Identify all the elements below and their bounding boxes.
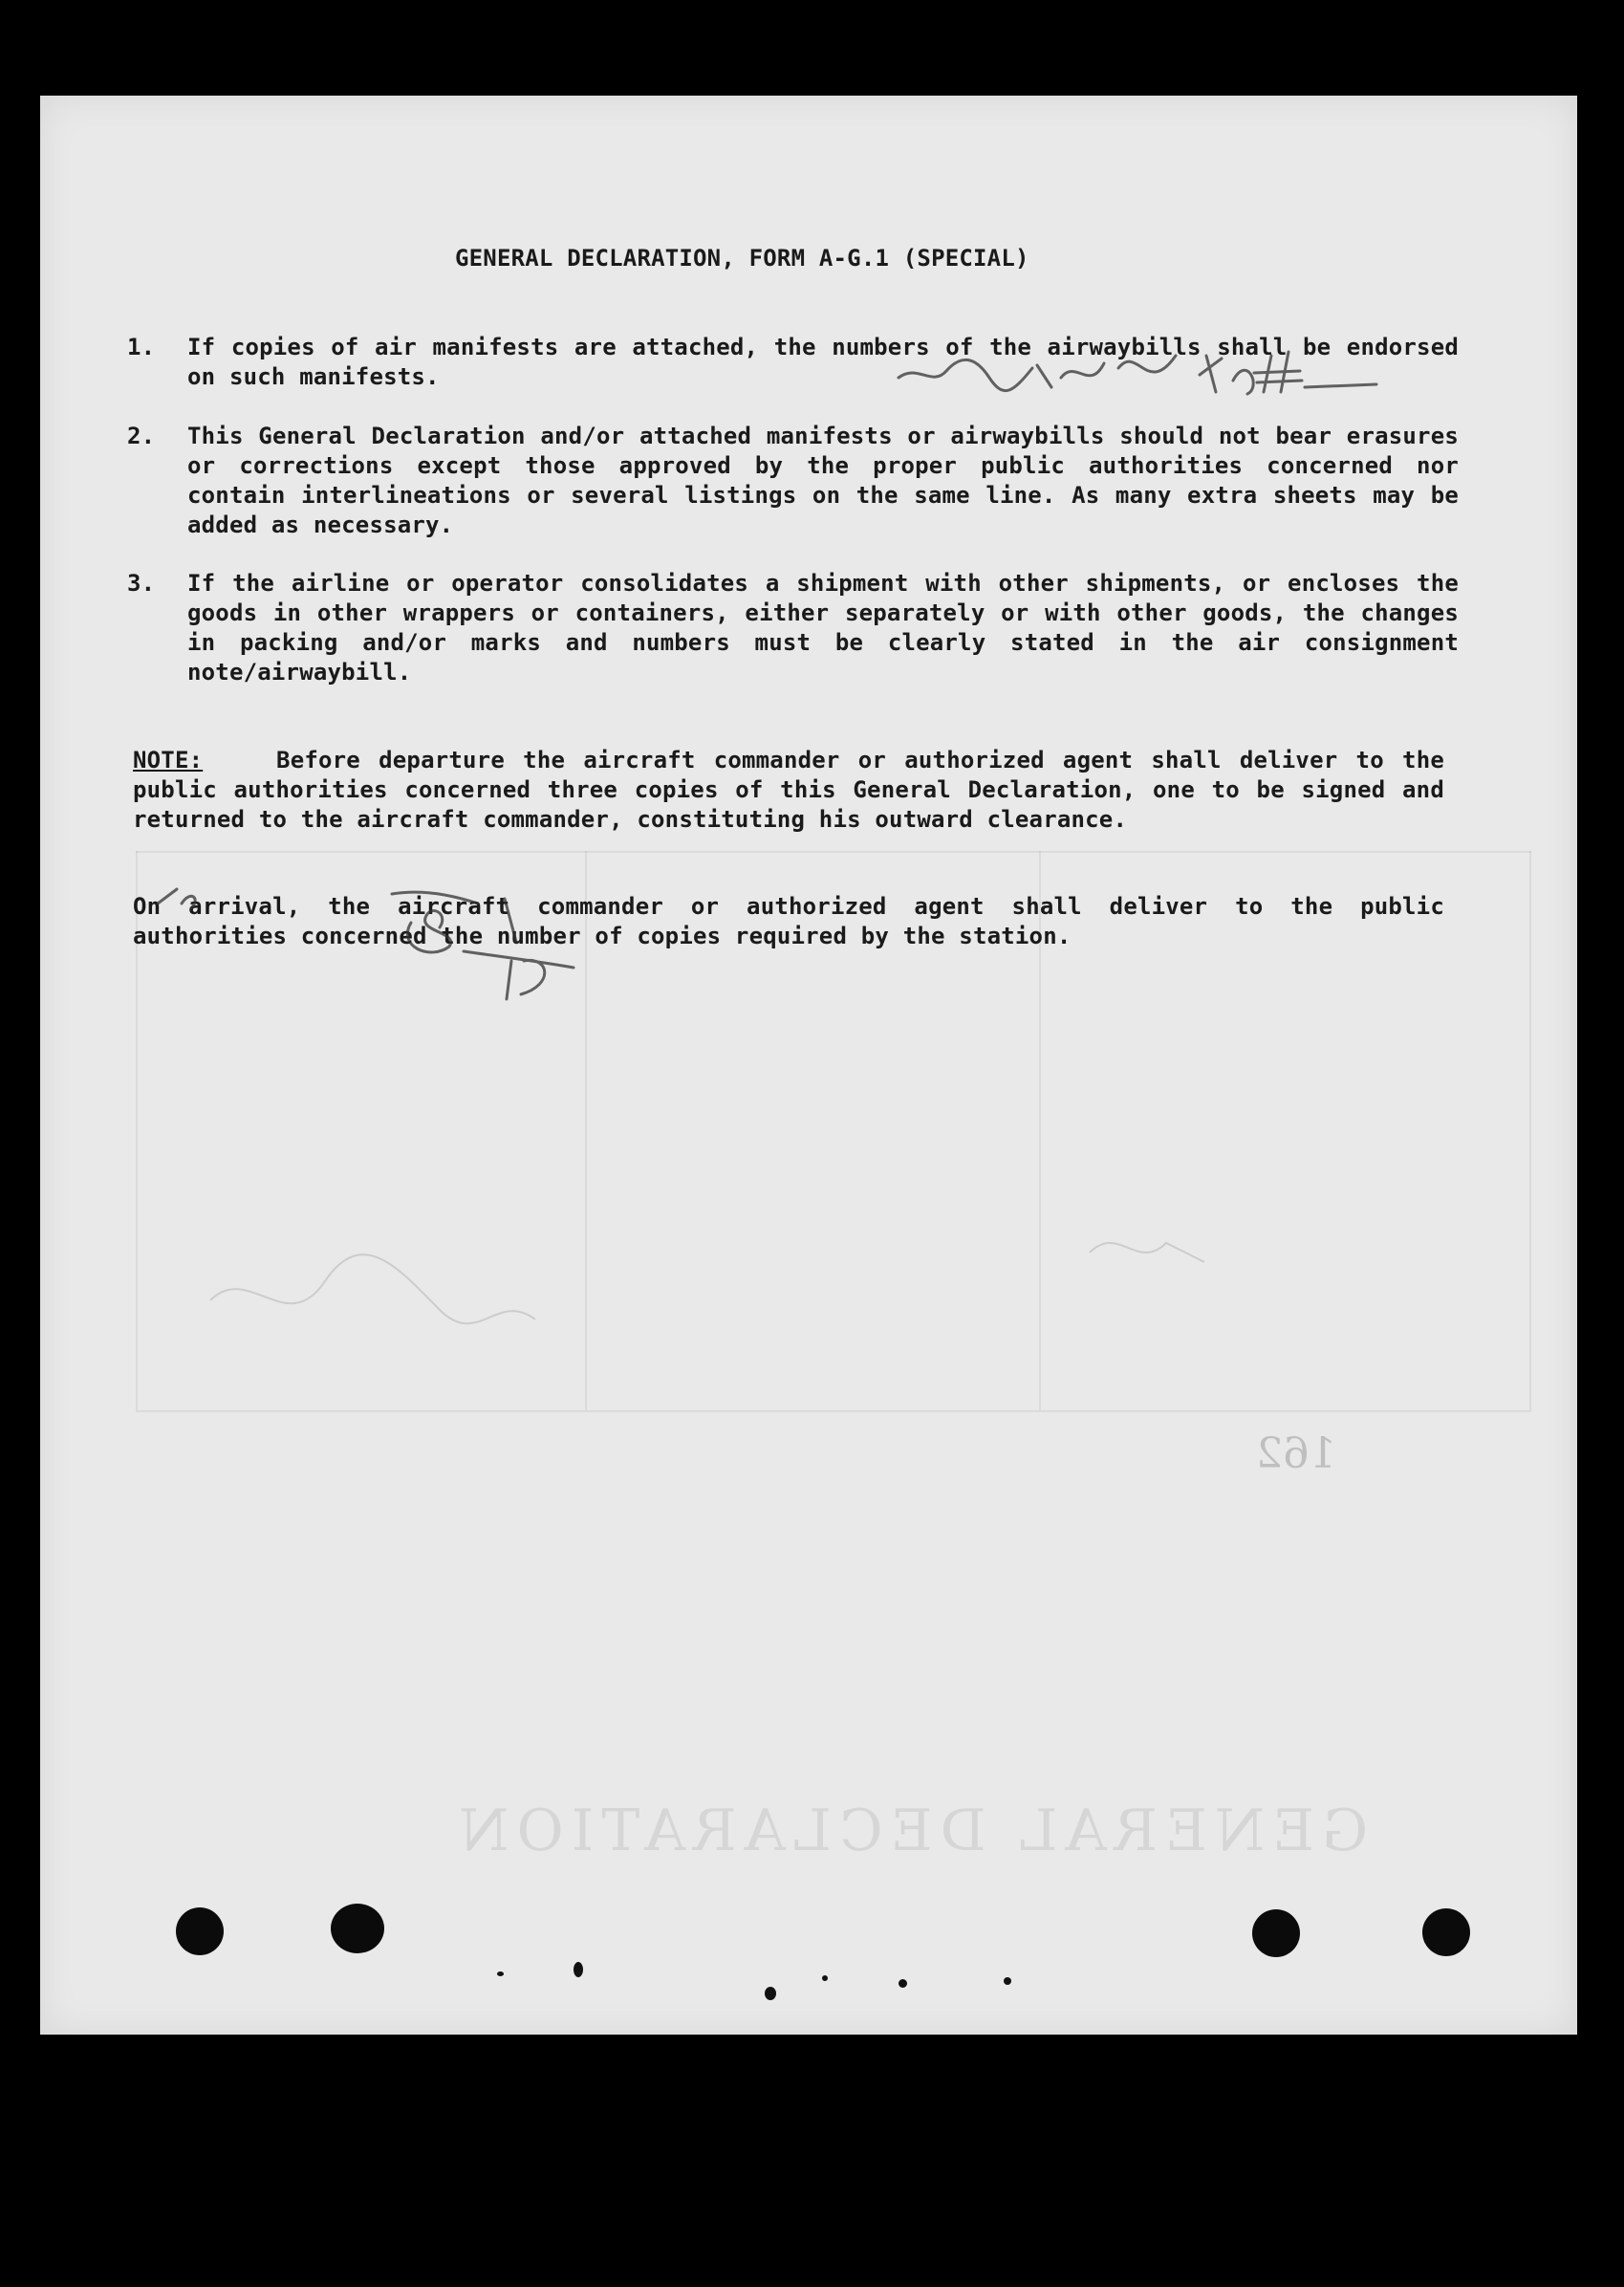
note-label: NOTE: xyxy=(133,747,204,773)
bleed-through-rule xyxy=(136,851,1531,853)
page-title: GENERAL DECLARATION, FORM A-G.1 (SPECIAL) xyxy=(455,245,1029,272)
note-paragraph xyxy=(133,746,1444,835)
paper-speck xyxy=(899,1979,907,1988)
binder-hole xyxy=(331,1904,384,1953)
bleed-through-rule xyxy=(136,1410,1531,1412)
paper-speck xyxy=(574,1962,583,1977)
item-number: 1. xyxy=(127,334,156,360)
paper-speck xyxy=(1004,1977,1011,1985)
paper-speck xyxy=(497,1971,504,1976)
item-text: If copies of air manifests are attached, the numbers of the airwaybills shall be endorsed on such manifests. xyxy=(187,334,1459,390)
note-text: Before departure the aircraft commander or authorized agent shall deliver to the public authorities concerned three copies of this General Declaration, one to be signed and returned to the aircraft commander, constituting his outward clearance. xyxy=(133,747,1444,833)
item-text: If the airline or operator consolidates a shipment with other shipments, or encloses the goods in other wrappers or containers, either separately or with other goods, the changes in packing and/or marks and numbers must be clearly stated in the air consignment note/airwaybill. xyxy=(187,570,1459,686)
item-text: This General Declaration and/or attached manifests or airwaybills should not bear erasures or corrections except those approved by the proper public authorities concerned nor contain interlineations or several listings on the same line. As many extra sheets may be added as necessary. xyxy=(187,423,1459,538)
item-number: 2. xyxy=(127,423,156,449)
bleed-through-rule xyxy=(1529,851,1531,1410)
bleed-through-heading: GENERAL DECLARATION xyxy=(451,1797,1369,1864)
paper-speck xyxy=(765,1987,776,2000)
binder-hole xyxy=(1422,1908,1470,1956)
arrival-paragraph: On arrival, the aircraft commander or authorized agent shall deliver to the public authorities concerned the number of copies required by the station. xyxy=(133,893,1444,949)
binder-hole xyxy=(176,1907,224,1955)
item-number: 3. xyxy=(127,570,156,597)
bleed-through-number: 162 xyxy=(1256,1429,1336,1478)
binder-hole xyxy=(1252,1909,1300,1957)
paper-speck xyxy=(822,1975,828,1981)
